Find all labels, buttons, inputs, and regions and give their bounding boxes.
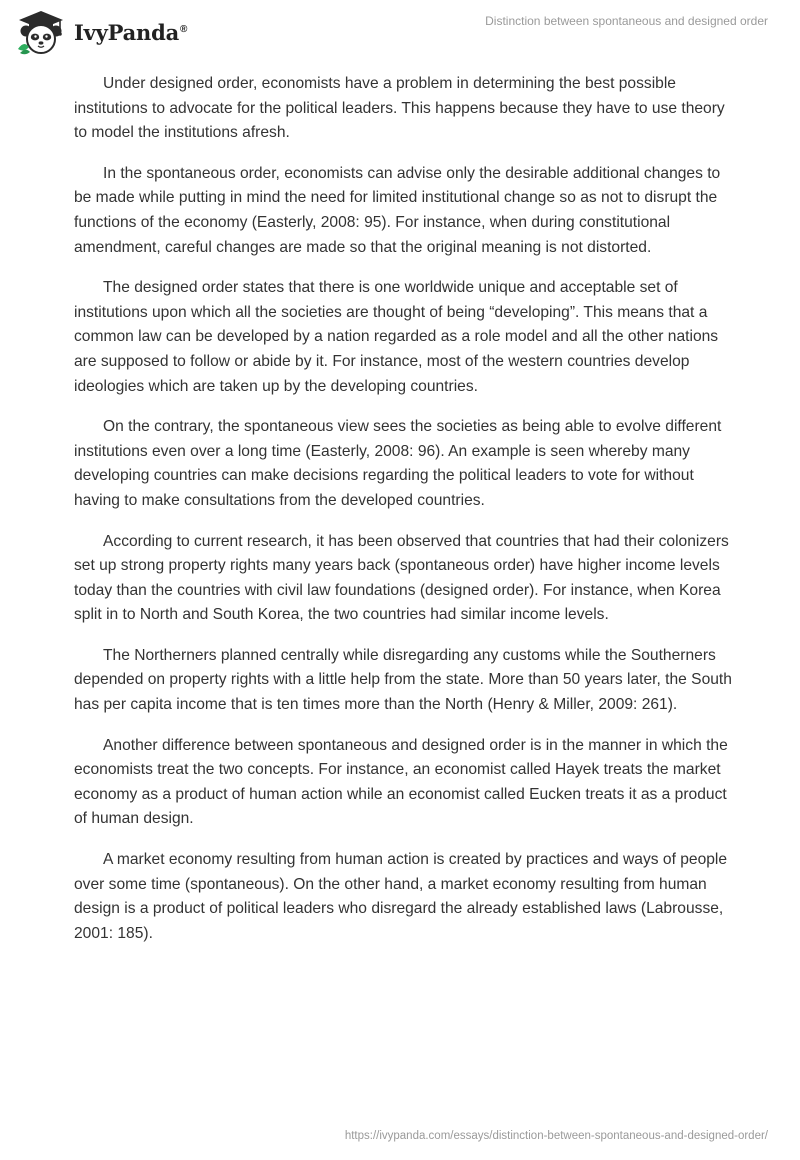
page-header — [0, 0, 800, 64]
ivypanda-logo[interactable] — [16, 9, 187, 55]
paragraph: A market economy resulting from human action is created by practices and ways of people over some time (spontaneous). On the other hand, a market economy resulting from human design is a product of political leaders who disregard the already established laws (Labrousse, 2001: 185). — [74, 851, 728, 942]
document-title: Distinction between spontaneous and designed order — [485, 14, 768, 28]
paragraph: According to current research, it has been observed that countries that had their colonizers set up strong property rights many years back (spontaneous order) have higher income levels today than the countries with civil law foundations (designed order). For instance, when Korea split in to North and South Korea, the two countries had similar income levels. — [74, 532, 729, 624]
registered-mark: ® — [180, 23, 188, 35]
paragraph: Another difference between spontaneous and designed order is in the manner in which the economists treat the two concepts. For instance, an economist called Hayek treats the market economy as a product of human action while an economist called Eucken treats it as a product of human design. — [74, 736, 728, 828]
essay-body — [74, 72, 734, 962]
paragraph: The Northerners planned centrally while disregarding any customs while the Southerners depended on property rights with a little help from the state. More than 50 years later, the South has per capita income that is ten times more than the North (Henry & Miller, 2009: 261). — [74, 646, 732, 714]
paragraph: Under designed order, economists have a problem in determining the best possible institutions to advocate for the political leaders. This happens because they have to use theory to model the institutions afresh. — [74, 75, 725, 142]
paragraph: On the contrary, the spontaneous view sees the societies as being able to evolve different institutions even over a long time (Easterly, 2008: 96). An example is seen whereby many developing countries can make decisions regarding the political leaders to vote for without having to make consultations from the developed countries. — [74, 418, 722, 509]
brand-name: IvyPanda® — [74, 19, 188, 45]
panda-graduate-icon — [16, 9, 66, 55]
paragraph: In the spontaneous order, economists can advise only the desirable additional changes to be made while putting in mind the need for limited institutional change so as not to disrupt the functions of the economy (Easterly, 2008: 95). For instance, when during constitutional amendment, careful changes are made so that the original meaning is not distorted. — [74, 164, 721, 256]
source-url[interactable]: https://ivypanda.com/essays/distinction-between-spontaneous-and-designed-order/ — [344, 1130, 768, 1142]
paragraph: The designed order states that there is one worldwide unique and acceptable set of institutions upon which all the societies are thought of being “developing”. This means that a common law can be developed by a nation regarded as a role model and all the other nations are supposed to follow or abide by it. For instance, most of the western countries develop ideologies which are taken up by the developing countries. — [74, 279, 719, 395]
